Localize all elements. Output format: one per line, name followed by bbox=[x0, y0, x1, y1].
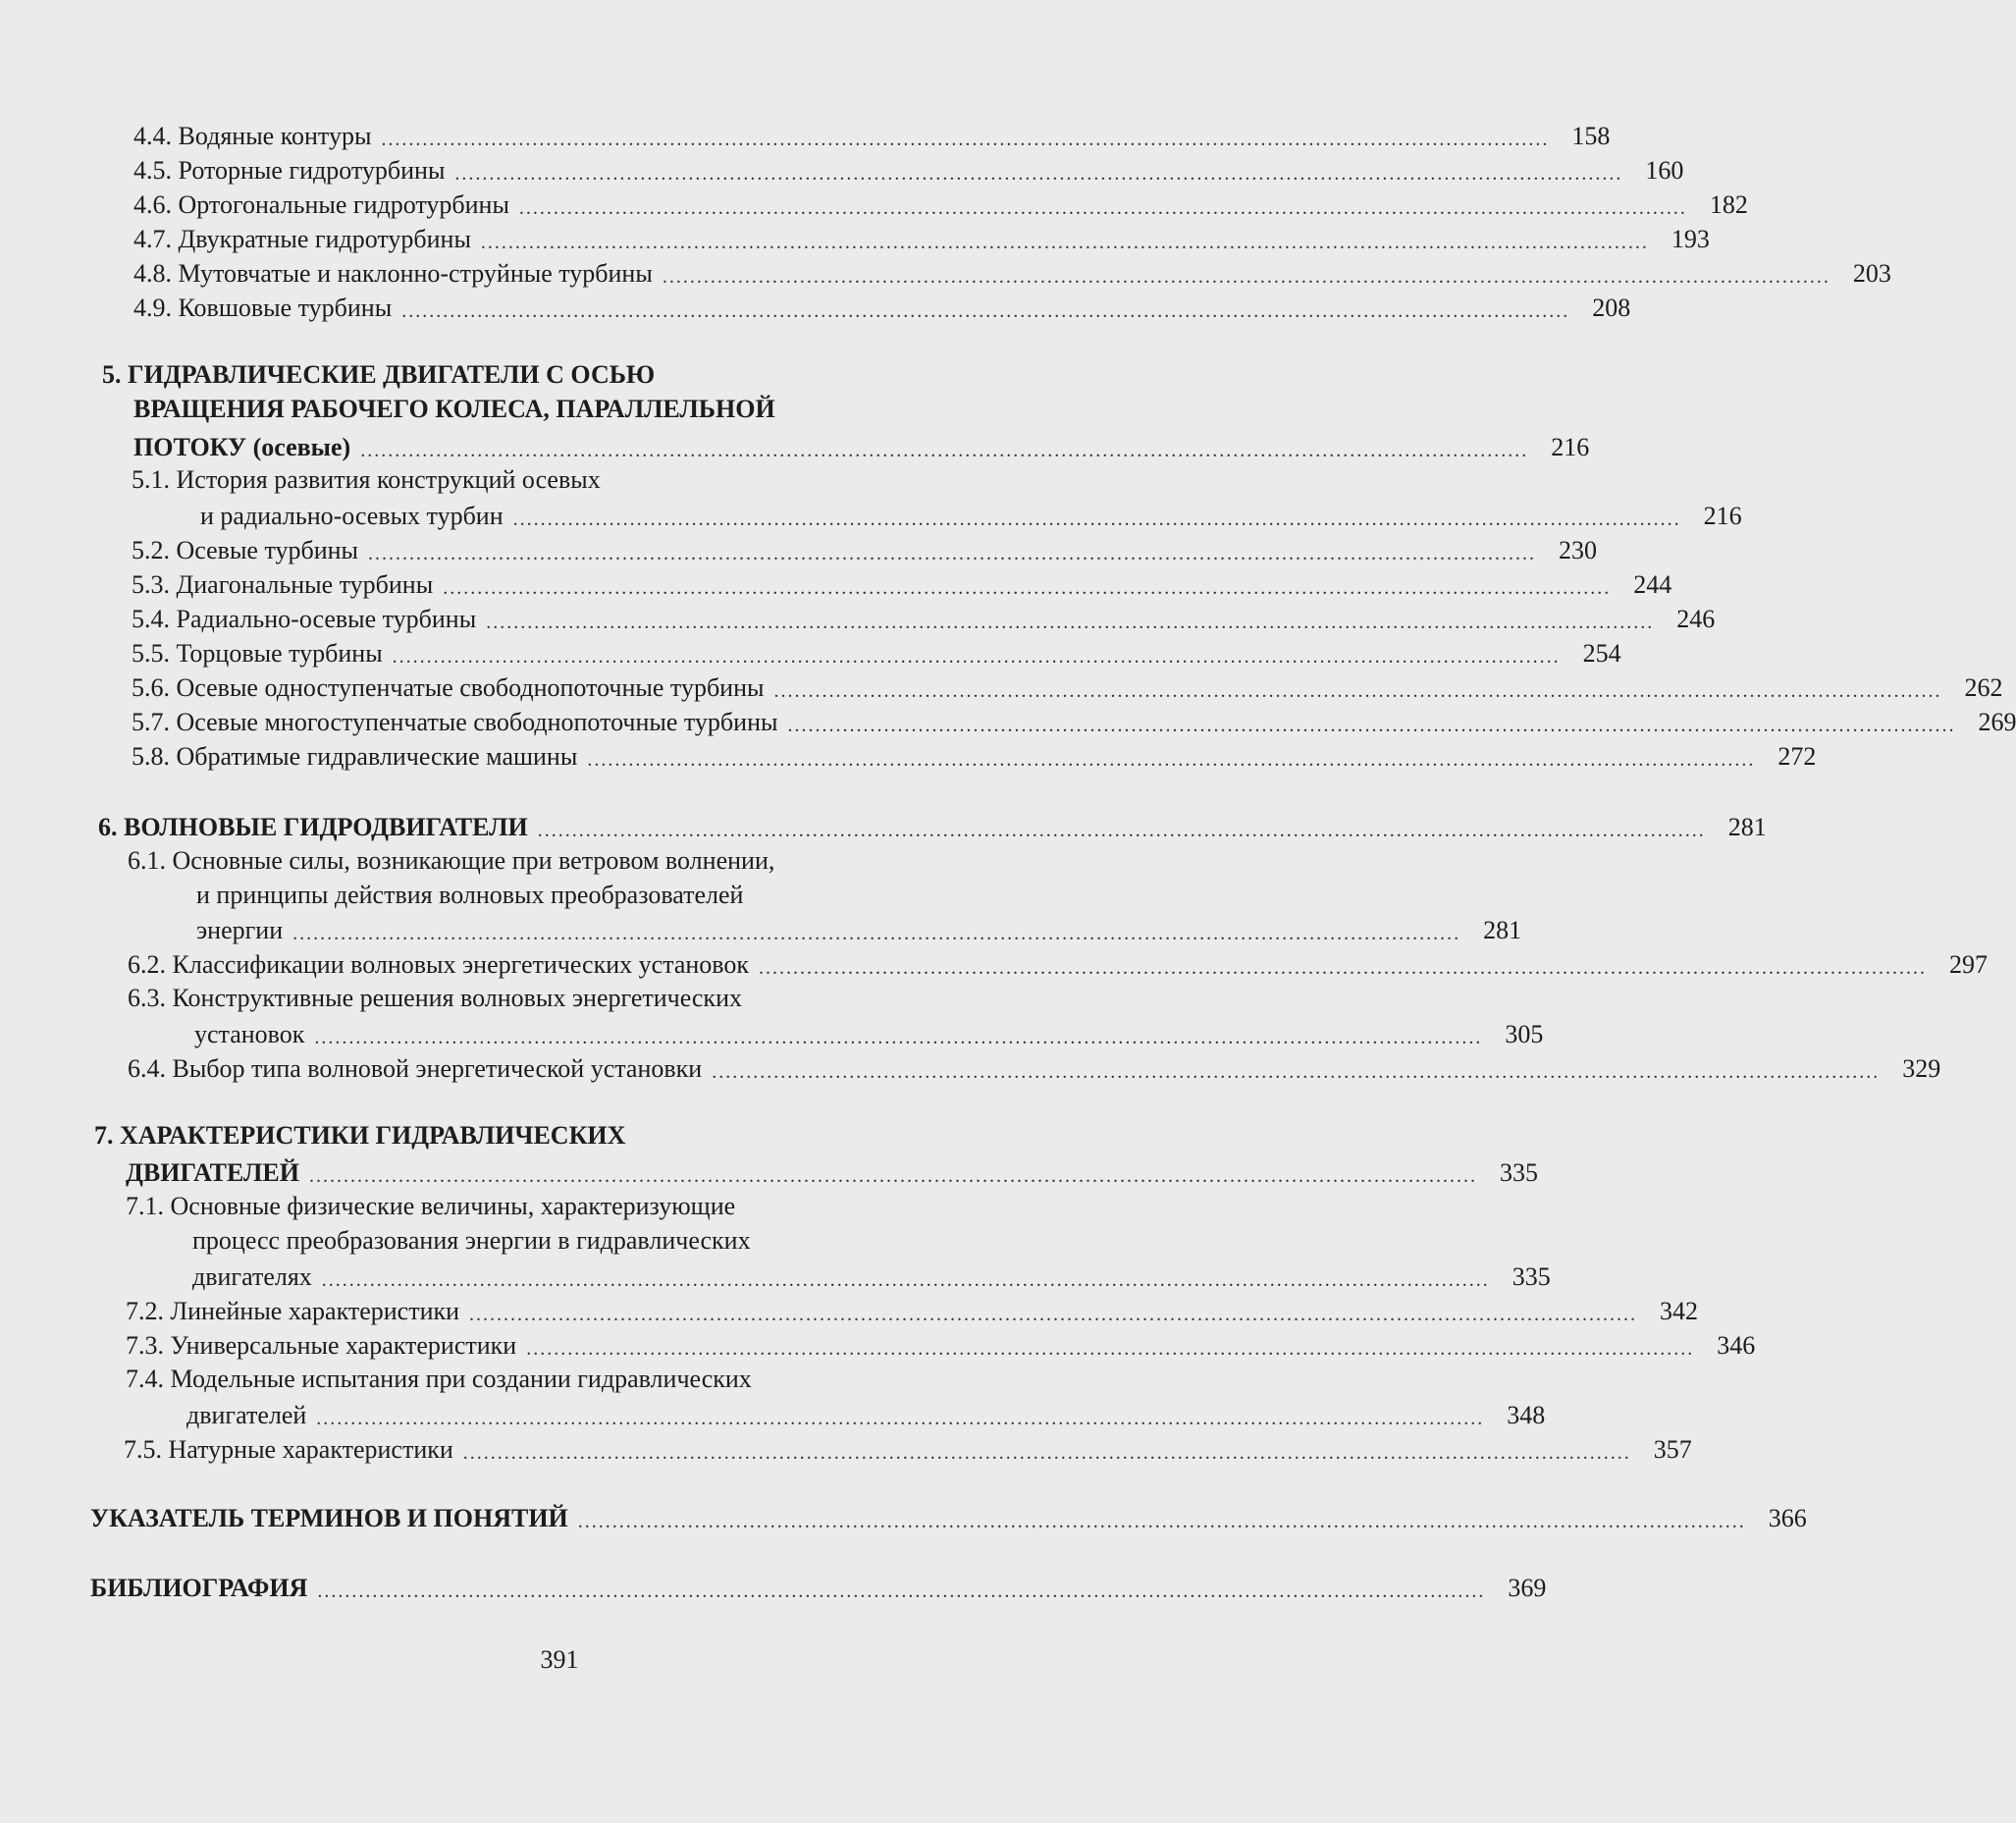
toc-page-number: 335 bbox=[1512, 1262, 1551, 1291]
toc-entry-title: 5.7. Осевые многоступенчатые свободнопоточные турбины bbox=[132, 708, 778, 736]
toc-entry-5-8 bbox=[132, 736, 1817, 772]
dot-leader: .......................................................................................................................................................................... bbox=[308, 1165, 1477, 1187]
toc-entry-5-2 bbox=[132, 530, 1598, 565]
toc-entry-6-2 bbox=[128, 944, 1989, 980]
toc-entry-5-6 bbox=[132, 668, 2003, 703]
toc-page-number: 262 bbox=[1964, 673, 2003, 702]
page-number: 391 bbox=[540, 1645, 579, 1674]
toc-page-number: 203 bbox=[1852, 259, 1891, 288]
toc-entry-5-5 bbox=[132, 633, 1621, 669]
dot-leader: .......................................................................................................................................................................... bbox=[360, 440, 1529, 461]
toc-page-number: 366 bbox=[1768, 1504, 1807, 1532]
toc-page-number: 158 bbox=[1571, 122, 1611, 150]
toc-page-number: 305 bbox=[1505, 1020, 1544, 1048]
toc-entry-7-2 bbox=[126, 1291, 1699, 1326]
dot-leader: .......................................................................................................................................................................... bbox=[401, 300, 1570, 322]
toc-entry-title: 4.7. Двукратные гидротурбины bbox=[133, 225, 471, 253]
toc-page-number: 182 bbox=[1709, 190, 1748, 219]
dot-leader: .......................................................................................................................................................................... bbox=[537, 820, 1706, 841]
toc-entry-6-4 bbox=[128, 1048, 1941, 1084]
toc-entry-title: 6.2. Классификации волновых энергетических установок bbox=[128, 950, 750, 979]
toc-entry-4-6 bbox=[133, 185, 1748, 220]
toc-page-number: 346 bbox=[1717, 1331, 1756, 1360]
dot-leader: .......................................................................................................................................................................... bbox=[587, 749, 1756, 771]
toc-page-number: 160 bbox=[1645, 156, 1684, 185]
toc-page-number: 348 bbox=[1507, 1401, 1546, 1429]
toc-entry-title: 7.3. Универсальные характеристики bbox=[126, 1331, 517, 1360]
toc-page-number: 244 bbox=[1633, 570, 1672, 599]
dot-leader: .......................................................................................................................................................................... bbox=[317, 1581, 1486, 1602]
toc-chapter-5-line-2: ВРАЩЕНИЯ РАБОЧЕГО КОЛЕСА, ПАРАЛЛЕЛЬНОЙ bbox=[133, 395, 775, 423]
toc-page-number: 335 bbox=[1499, 1158, 1538, 1187]
toc-entry-title: 5.6. Осевые одноступенчатые свободнопоточные турбины bbox=[132, 673, 765, 702]
toc-entry-7-5 bbox=[124, 1429, 1692, 1465]
toc-entry-title: 4.5. Роторные гидротурбины bbox=[133, 156, 446, 185]
toc-chapter-6 bbox=[98, 807, 1767, 842]
dot-leader: .......................................................................................................................................................................... bbox=[759, 957, 1928, 979]
toc-page-number: 369 bbox=[1508, 1574, 1547, 1602]
toc-entry-7-1-line-1: 7.1. Основные физические величины, характеризующие bbox=[126, 1192, 736, 1220]
toc-page-number: 230 bbox=[1559, 536, 1598, 564]
toc-entry-5-1-line-1: 5.1. История развития конструкций осевых bbox=[132, 465, 601, 494]
dot-leader: .......................................................................................................................................................................... bbox=[577, 1511, 1746, 1532]
toc-entry-4-5 bbox=[133, 150, 1684, 186]
toc-entry-title: 5.2. Осевые турбины bbox=[132, 536, 359, 564]
toc-page-number: 272 bbox=[1777, 742, 1817, 771]
dot-leader: .......................................................................................................................................................................... bbox=[512, 509, 1681, 530]
toc-entry-7-1 bbox=[192, 1257, 1551, 1292]
dot-leader: .......................................................................................................................................................................... bbox=[316, 1408, 1485, 1429]
toc-entry-title: 5.8. Обратимые гидравлические машины bbox=[132, 742, 578, 771]
toc-entry-title: энергии bbox=[196, 916, 284, 944]
dot-leader: .......................................................................................................................................................................... bbox=[480, 232, 1649, 253]
toc-page-number: 216 bbox=[1551, 433, 1590, 461]
toc-entry-title: установок bbox=[194, 1020, 305, 1048]
toc-page-number: 208 bbox=[1592, 294, 1631, 322]
toc-entry-4-4 bbox=[133, 116, 1611, 151]
dot-leader: .......................................................................................................................................................................... bbox=[443, 577, 1612, 599]
toc-page-number: 297 bbox=[1949, 950, 1989, 979]
toc-entry-title: ПОТОКУ (осевые) bbox=[133, 433, 351, 461]
dot-leader: .......................................................................................................................................................................... bbox=[787, 715, 1956, 736]
toc-entry-6-1-line-2: и принципы действия волновых преобразователей bbox=[196, 881, 744, 909]
toc-entry-title: БИБЛИОГРАФИЯ bbox=[90, 1574, 308, 1602]
toc-entry-6-3-line-1: 6.3. Конструктивные решения волновых энергетических bbox=[128, 984, 742, 1012]
toc-entry-6-3 bbox=[194, 1014, 1544, 1049]
toc-page-number: 246 bbox=[1676, 605, 1716, 633]
toc-entry-title: 7.5. Натурные характеристики bbox=[124, 1435, 453, 1464]
toc-entry-title: 5.4. Радиально-осевые турбины bbox=[132, 605, 477, 633]
toc-entry-title: 4.6. Ортогональные гидротурбины bbox=[133, 190, 509, 219]
toc-chapter-7 bbox=[126, 1153, 1538, 1188]
toc-entry-6-1-line-1: 6.1. Основные силы, возникающие при ветровом волнении, bbox=[128, 846, 775, 875]
toc-entry-title: двигателях bbox=[192, 1262, 312, 1291]
dot-leader: .......................................................................................................................................................................... bbox=[321, 1269, 1490, 1291]
dot-leader: .......................................................................................................................................................................... bbox=[368, 543, 1537, 564]
toc-entry-title: 5.3. Диагональные турбины bbox=[132, 570, 434, 599]
dot-leader: .......................................................................................................................................................................... bbox=[469, 1304, 1638, 1325]
dot-leader: .......................................................................................................................................................................... bbox=[314, 1027, 1483, 1048]
toc-entry-title: 4.9. Ковшовые турбины bbox=[133, 294, 393, 322]
dot-leader: .......................................................................................................................................................................... bbox=[292, 923, 1461, 944]
toc-entry-title: 5.5. Торцовые турбины bbox=[132, 639, 383, 668]
toc-entry-7-4 bbox=[186, 1395, 1546, 1430]
toc-entry-4-7 bbox=[133, 219, 1710, 254]
dot-leader: .......................................................................................................................................................................... bbox=[392, 646, 1561, 668]
toc-entry-5-3 bbox=[132, 564, 1672, 600]
toc-page-number: 254 bbox=[1582, 639, 1621, 668]
toc-page-number: 281 bbox=[1727, 813, 1767, 841]
toc-entry-7-1-line-2: процесс преобразования энергии в гидравлических bbox=[192, 1226, 751, 1255]
toc-page-number: 281 bbox=[1483, 916, 1522, 944]
dot-leader: .......................................................................................................................................................................... bbox=[381, 129, 1550, 150]
toc-entry-title: 4.4. Водяные контуры bbox=[133, 122, 372, 150]
toc-entry-7-4-line-1: 7.4. Модельные испытания при создании гидравлических bbox=[126, 1365, 752, 1393]
toc-entry-title: ДВИГАТЕЛЕЙ bbox=[126, 1158, 299, 1187]
toc-entry-title: 6. ВОЛНОВЫЕ ГИДРОДВИГАТЕЛИ bbox=[98, 813, 528, 841]
toc-index bbox=[90, 1498, 1807, 1533]
toc-page-number: 357 bbox=[1653, 1435, 1692, 1464]
dot-leader: .......................................................................................................................................................................... bbox=[712, 1061, 1881, 1083]
toc-entry-title: и радиально-осевых турбин bbox=[200, 502, 504, 530]
toc-entry-4-8 bbox=[133, 253, 1891, 289]
toc-entry-title: 6.4. Выбор типа волновой энергетической установки bbox=[128, 1054, 703, 1083]
toc-page-number: 269 bbox=[1978, 708, 2016, 736]
toc-entry-4-9 bbox=[133, 288, 1631, 323]
dot-leader: .......................................................................................................................................................................... bbox=[486, 612, 1655, 633]
toc-page-number: 342 bbox=[1660, 1297, 1699, 1325]
dot-leader: .......................................................................................................................................................................... bbox=[518, 197, 1687, 219]
toc-entry-5-1 bbox=[200, 496, 1742, 531]
dot-leader: .......................................................................................................................................................................... bbox=[773, 680, 1942, 702]
toc-entry-title: 7.2. Линейные характеристики bbox=[126, 1297, 460, 1325]
toc-entry-7-3 bbox=[126, 1325, 1756, 1361]
toc-entry-title: 4.8. Мутовчатые и наклонно-струйные турбины bbox=[133, 259, 653, 288]
toc-chapter-5 bbox=[133, 427, 1590, 462]
dot-leader: .......................................................................................................................................................................... bbox=[462, 1442, 1631, 1464]
toc-chapter-7-line-1: 7. ХАРАКТЕРИСТИКИ ГИДРАВЛИЧЕСКИХ bbox=[94, 1121, 626, 1150]
toc-entry-title: УКАЗАТЕЛЬ ТЕРМИНОВ И ПОНЯТИЙ bbox=[90, 1504, 568, 1532]
toc-entry-6-1 bbox=[196, 910, 1522, 945]
toc-bibliography bbox=[90, 1568, 1547, 1603]
toc-entry-5-7 bbox=[132, 702, 2016, 737]
toc-page-number: 216 bbox=[1703, 502, 1742, 530]
toc-chapter-5-line-1: 5. ГИДРАВЛИЧЕСКИЕ ДВИГАТЕЛИ С ОСЬЮ bbox=[102, 360, 656, 389]
toc-page-number: 329 bbox=[1902, 1054, 1941, 1083]
dot-leader: .......................................................................................................................................................................... bbox=[662, 266, 1830, 288]
toc-page-number: 193 bbox=[1671, 225, 1710, 253]
toc-entry-5-4 bbox=[132, 599, 1716, 634]
dot-leader: .......................................................................................................................................................................... bbox=[454, 163, 1623, 185]
toc-entry-title: двигателей bbox=[186, 1401, 307, 1429]
dot-leader: .......................................................................................................................................................................... bbox=[526, 1338, 1695, 1360]
